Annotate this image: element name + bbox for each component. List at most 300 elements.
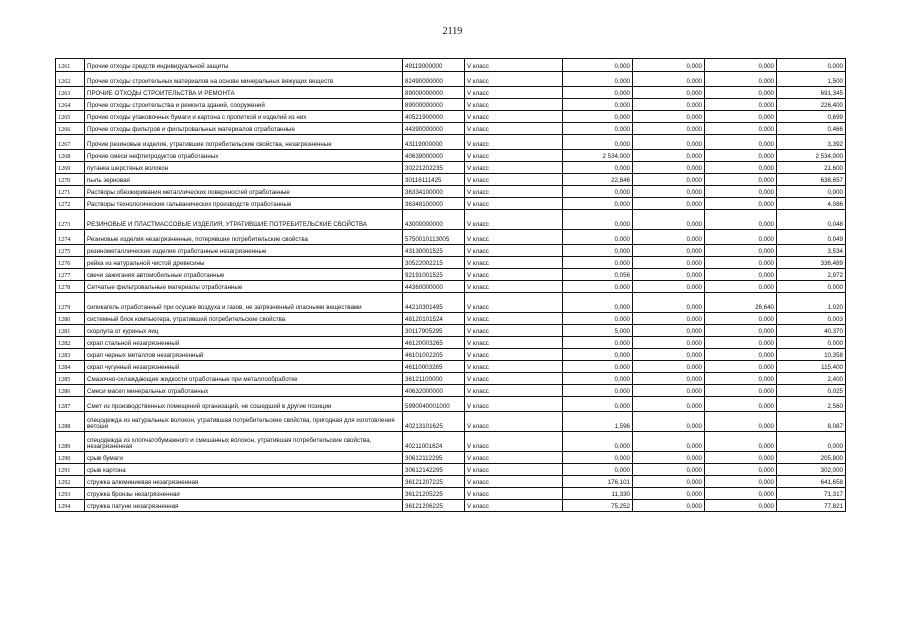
fkko-code: 82490000000 <box>403 72 465 87</box>
fkko-code: 43119000000 <box>403 135 465 150</box>
value-2: 0,000 <box>633 257 705 269</box>
value-4: 0,466 <box>777 123 846 135</box>
hazard-class: V класс <box>465 111 563 123</box>
row-number: 1262 <box>56 72 85 87</box>
waste-name: срыв картона <box>85 464 403 476</box>
fkko-code: 46120003265 <box>403 337 465 349</box>
fkko-code: 36121100000 <box>403 373 465 385</box>
value-4: 0,049 <box>777 230 846 245</box>
row-number: 1284 <box>56 361 85 373</box>
value-1: 0,000 <box>563 245 633 257</box>
hazard-class: V класс <box>465 135 563 150</box>
fkko-code: 36334100000 <box>403 186 465 198</box>
waste-name: пыль зерновая <box>85 174 403 186</box>
value-3: 0,000 <box>705 135 777 150</box>
row-number: 1282 <box>56 337 85 349</box>
row-number: 1292 <box>56 476 85 488</box>
value-2: 0,000 <box>633 230 705 245</box>
row-number: 1293 <box>56 488 85 500</box>
fkko-code: 40521900000 <box>403 111 465 123</box>
table-row <box>56 325 846 337</box>
waste-name: Смет из производственных помещений организаций, не сошедший в другие позиции <box>85 397 403 412</box>
hazard-class: V класс <box>465 412 563 432</box>
value-2: 0,000 <box>633 349 705 361</box>
hazard-class: V класс <box>465 325 563 337</box>
waste-name: Прочие отходы фильтров и фильтровальных материалов отработанные <box>85 123 403 135</box>
row-number: 1269 <box>56 162 85 174</box>
fkko-code: 30116111425 <box>403 174 465 186</box>
value-4: 0,025 <box>777 385 846 397</box>
waste-registry-table <box>55 58 846 512</box>
table-row <box>56 373 846 385</box>
value-2: 0,000 <box>633 210 705 230</box>
fkko-code: 40211001624 <box>403 432 465 452</box>
fkko-code: 89000000000 <box>403 99 465 111</box>
table-row <box>56 99 846 111</box>
hazard-class: V класс <box>465 361 563 373</box>
value-2: 0,000 <box>633 150 705 162</box>
value-4: 0,000 <box>777 186 846 198</box>
value-2: 0,000 <box>633 361 705 373</box>
waste-name: Смеси масел минеральных отработанных <box>85 385 403 397</box>
value-4: 115,400 <box>777 361 846 373</box>
value-2: 0,000 <box>633 186 705 198</box>
fkko-code: 36121207225 <box>403 476 465 488</box>
table-row <box>56 150 846 162</box>
value-1: 0,000 <box>563 59 633 72</box>
value-3: 0,000 <box>705 476 777 488</box>
value-3: 0,000 <box>705 452 777 464</box>
table-row <box>56 59 846 72</box>
value-4: 638,657 <box>777 174 846 186</box>
value-4: 691,345 <box>777 87 846 99</box>
value-2: 0,000 <box>633 293 705 313</box>
value-3: 0,000 <box>705 111 777 123</box>
value-4: 205,800 <box>777 452 846 464</box>
value-2: 0,000 <box>633 198 705 210</box>
fkko-code: 40632000000 <box>403 385 465 397</box>
fkko-code: 5750010113005 <box>403 230 465 245</box>
value-1: 1,596 <box>563 412 633 432</box>
value-1: 0,000 <box>563 464 633 476</box>
table-row <box>56 210 846 230</box>
hazard-class: V класс <box>465 99 563 111</box>
value-1: 0,000 <box>563 349 633 361</box>
waste-name: скрап стальной незагрязненный <box>85 337 403 349</box>
hazard-class: V класс <box>465 150 563 162</box>
table-body <box>56 59 846 512</box>
value-1: 0,000 <box>563 432 633 452</box>
value-2: 0,000 <box>633 174 705 186</box>
table-row <box>56 432 846 452</box>
hazard-class: V класс <box>465 397 563 412</box>
value-3: 0,000 <box>705 373 777 385</box>
value-3: 0,000 <box>705 412 777 432</box>
value-4: 3,534 <box>777 245 846 257</box>
value-3: 0,000 <box>705 245 777 257</box>
waste-name: стружка латуни незагрязненная <box>85 500 403 512</box>
waste-name: системный блок компьютера, утративший потребительские свойства <box>85 313 403 325</box>
table-row <box>56 174 846 186</box>
table-row <box>56 337 846 349</box>
value-4: 226,400 <box>777 99 846 111</box>
value-4: 4,086 <box>777 198 846 210</box>
table-row <box>56 198 846 210</box>
hazard-class: V класс <box>465 257 563 269</box>
value-3: 0,000 <box>705 174 777 186</box>
value-3: 0,000 <box>705 87 777 99</box>
waste-name: Резиновые изделия незагрязненные, потерявшие потребительские свойства <box>85 230 403 245</box>
waste-name: силикагель отработанный при осушке воздуха и газов, не загрязненный опасными веществами <box>85 293 403 313</box>
value-3: 0,000 <box>705 269 777 281</box>
value-3: 0,000 <box>705 162 777 174</box>
table-row <box>56 476 846 488</box>
hazard-class: V класс <box>465 269 563 281</box>
table-row <box>56 269 846 281</box>
value-3: 0,000 <box>705 186 777 198</box>
hazard-class: V класс <box>465 186 563 198</box>
value-4: 77,821 <box>777 500 846 512</box>
value-3: 0,000 <box>705 488 777 500</box>
value-1: 0,000 <box>563 361 633 373</box>
value-3: 0,000 <box>705 150 777 162</box>
value-1: 0,000 <box>563 257 633 269</box>
waste-name: стружка алюминиевая незагрязненная <box>85 476 403 488</box>
table-row <box>56 412 846 432</box>
fkko-code: 36121205225 <box>403 488 465 500</box>
hazard-class: V класс <box>465 452 563 464</box>
value-3: 0,000 <box>705 464 777 476</box>
value-2: 0,000 <box>633 397 705 412</box>
value-4: 0,000 <box>777 59 846 72</box>
fkko-code: 30117905295 <box>403 325 465 337</box>
value-4: 641,658 <box>777 476 846 488</box>
value-1: 5,000 <box>563 325 633 337</box>
value-1: 0,056 <box>563 269 633 281</box>
hazard-class: V класс <box>465 373 563 385</box>
waste-name: Прочие резиновые изделия, утратившие потребительские свойства, незагрязненные <box>85 135 403 150</box>
value-1: 0,000 <box>563 293 633 313</box>
value-4: 40,370 <box>777 325 846 337</box>
value-1: 0,000 <box>563 135 633 150</box>
hazard-class: V класс <box>465 162 563 174</box>
value-1: 0,000 <box>563 99 633 111</box>
value-2: 0,000 <box>633 111 705 123</box>
value-3: 0,000 <box>705 432 777 452</box>
value-3: 0,000 <box>705 397 777 412</box>
value-2: 0,000 <box>633 135 705 150</box>
fkko-code: 89000000000 <box>403 87 465 99</box>
value-1: 0,000 <box>563 123 633 135</box>
table-row <box>56 464 846 476</box>
waste-name: Прочие отходы средств индивидуальной защиты <box>85 59 403 72</box>
value-1: 11,330 <box>563 488 633 500</box>
value-1: 0,000 <box>563 337 633 349</box>
waste-name: спецодежда из хлопчатобумажного и смешанных волокон, утратившая потребительские свойства, незагрязненная <box>85 432 403 452</box>
value-4: 2,560 <box>777 397 846 412</box>
value-3: 0,000 <box>705 325 777 337</box>
hazard-class: V класс <box>465 337 563 349</box>
value-1: 0,000 <box>563 210 633 230</box>
row-number: 1279 <box>56 293 85 313</box>
row-number: 1276 <box>56 257 85 269</box>
hazard-class: V класс <box>465 281 563 293</box>
value-3: 0,000 <box>705 59 777 72</box>
row-number: 1271 <box>56 186 85 198</box>
value-3: 0,000 <box>705 361 777 373</box>
value-1: 0,000 <box>563 452 633 464</box>
table-row <box>56 397 846 412</box>
value-1: 0,000 <box>563 385 633 397</box>
value-3: 0,000 <box>705 210 777 230</box>
value-4: 0,003 <box>777 313 846 325</box>
row-number: 1266 <box>56 123 85 135</box>
waste-name: Смазочно-охлаждающие жидкости отработанные при металлообработке <box>85 373 403 385</box>
fkko-code: 48120101524 <box>403 313 465 325</box>
value-1: 0,000 <box>563 281 633 293</box>
waste-name: срыв бумаги <box>85 452 403 464</box>
value-1: 0,000 <box>563 373 633 385</box>
waste-name: ПРОЧИЕ ОТХОДЫ СТРОИТЕЛЬСТВА И РЕМОНТА <box>85 87 403 99</box>
fkko-code: 44210301495 <box>403 293 465 313</box>
value-2: 0,000 <box>633 281 705 293</box>
hazard-class: V класс <box>465 230 563 245</box>
hazard-class: V класс <box>465 293 563 313</box>
table-row <box>56 72 846 87</box>
hazard-class: V класс <box>465 59 563 72</box>
row-number: 1291 <box>56 464 85 476</box>
table-row <box>56 230 846 245</box>
value-2: 0,000 <box>633 337 705 349</box>
table-row <box>56 281 846 293</box>
row-number: 1264 <box>56 99 85 111</box>
fkko-code: 30612112295 <box>403 452 465 464</box>
fkko-code: 44360000000 <box>403 281 465 293</box>
value-4: 0,000 <box>777 337 846 349</box>
row-number: 1261 <box>56 59 85 72</box>
fkko-code: 44390000000 <box>403 123 465 135</box>
value-4: 8,087 <box>777 412 846 432</box>
value-1: 2 534,000 <box>563 150 633 162</box>
row-number: 1287 <box>56 397 85 412</box>
value-2: 0,000 <box>633 464 705 476</box>
row-number: 1286 <box>56 385 85 397</box>
row-number: 1272 <box>56 198 85 210</box>
hazard-class: V класс <box>465 174 563 186</box>
hazard-class: V класс <box>465 72 563 87</box>
hazard-class: V класс <box>465 349 563 361</box>
table-row <box>56 135 846 150</box>
table-row <box>56 361 846 373</box>
value-4: 71,317 <box>777 488 846 500</box>
value-2: 0,000 <box>633 313 705 325</box>
value-2: 0,000 <box>633 476 705 488</box>
fkko-code: 46101002205 <box>403 349 465 361</box>
fkko-code: 43000000000 <box>403 210 465 230</box>
value-1: 75,252 <box>563 500 633 512</box>
table-row <box>56 385 846 397</box>
value-1: 0,000 <box>563 186 633 198</box>
row-number: 1267 <box>56 135 85 150</box>
waste-name: Прочие отходы строительных материалов на основе минеральных вяжущих веществ <box>85 72 403 87</box>
value-2: 0,000 <box>633 500 705 512</box>
value-4: 0,000 <box>777 432 846 452</box>
value-2: 0,000 <box>633 245 705 257</box>
value-3: 26,640 <box>705 293 777 313</box>
value-3: 0,000 <box>705 198 777 210</box>
fkko-code: 92191001525 <box>403 269 465 281</box>
value-4: 0,048 <box>777 210 846 230</box>
value-3: 0,000 <box>705 99 777 111</box>
waste-name: Прочие смеси нефтепродуктов отработанных <box>85 150 403 162</box>
row-number: 1273 <box>56 210 85 230</box>
row-number: 1274 <box>56 230 85 245</box>
fkko-code: 36121206225 <box>403 500 465 512</box>
hazard-class: V класс <box>465 432 563 452</box>
hazard-class: V класс <box>465 313 563 325</box>
value-1: 0,000 <box>563 72 633 87</box>
fkko-code: 46110003265 <box>403 361 465 373</box>
table-row <box>56 452 846 464</box>
value-1: 0,000 <box>563 313 633 325</box>
fkko-code: 30612142295 <box>403 464 465 476</box>
value-2: 0,000 <box>633 269 705 281</box>
value-4: 336,489 <box>777 257 846 269</box>
value-1: 0,000 <box>563 111 633 123</box>
hazard-class: V класс <box>465 476 563 488</box>
value-2: 0,000 <box>633 412 705 432</box>
value-3: 0,000 <box>705 230 777 245</box>
table-row <box>56 186 846 198</box>
table-row <box>56 488 846 500</box>
hazard-class: V класс <box>465 123 563 135</box>
value-4: 302,000 <box>777 464 846 476</box>
value-3: 0,000 <box>705 281 777 293</box>
page-number: 2119 <box>442 26 463 37</box>
table-row <box>56 313 846 325</box>
table-row <box>56 293 846 313</box>
value-1: 0,000 <box>563 397 633 412</box>
waste-name: стружка бронзы незагрязненная <box>85 488 403 500</box>
value-4: 2,972 <box>777 269 846 281</box>
row-number: 1270 <box>56 174 85 186</box>
value-1: 0,000 <box>563 230 633 245</box>
table-row <box>56 111 846 123</box>
row-number: 1268 <box>56 150 85 162</box>
value-2: 0,000 <box>633 325 705 337</box>
hazard-class: V класс <box>465 87 563 99</box>
row-number: 1265 <box>56 111 85 123</box>
value-4: 0,000 <box>777 281 846 293</box>
row-number: 1278 <box>56 281 85 293</box>
value-2: 0,000 <box>633 162 705 174</box>
table-row <box>56 123 846 135</box>
value-2: 0,000 <box>633 432 705 452</box>
value-3: 0,000 <box>705 337 777 349</box>
value-2: 0,000 <box>633 99 705 111</box>
row-number: 1280 <box>56 313 85 325</box>
value-1: 176,101 <box>563 476 633 488</box>
hazard-class: V класс <box>465 245 563 257</box>
value-2: 0,000 <box>633 373 705 385</box>
value-3: 0,000 <box>705 72 777 87</box>
value-3: 0,000 <box>705 385 777 397</box>
fkko-code: 30221202235 <box>403 162 465 174</box>
value-4: 3,392 <box>777 135 846 150</box>
value-3: 0,000 <box>705 123 777 135</box>
waste-name: Растворы технологические гальванических производств отработанные <box>85 198 403 210</box>
table-row <box>56 257 846 269</box>
value-1: 0,000 <box>563 162 633 174</box>
value-3: 0,000 <box>705 349 777 361</box>
fkko-code: 36348100000 <box>403 198 465 210</box>
value-4: 2,400 <box>777 373 846 385</box>
waste-name: Растворы обезжиривания металлических поверхностей отработанные <box>85 186 403 198</box>
table-row <box>56 162 846 174</box>
value-1: 0,000 <box>563 198 633 210</box>
hazard-class: V класс <box>465 385 563 397</box>
waste-name: скорлупа от куриных яиц <box>85 325 403 337</box>
fkko-code: 30522002215 <box>403 257 465 269</box>
waste-name: скрап чугунный незагрязненный <box>85 361 403 373</box>
value-2: 0,000 <box>633 72 705 87</box>
waste-name: Сетчатые фильтровальные материалы отработанные <box>85 281 403 293</box>
row-number: 1283 <box>56 349 85 361</box>
value-2: 0,000 <box>633 452 705 464</box>
value-2: 0,000 <box>633 87 705 99</box>
table-row <box>56 500 846 512</box>
table-row <box>56 245 846 257</box>
hazard-class: V класс <box>465 488 563 500</box>
table-row <box>56 87 846 99</box>
waste-name: резинометаллические изделия отработанные незагрязненные <box>85 245 403 257</box>
hazard-class: V класс <box>465 210 563 230</box>
waste-name: свечи зажигания автомобильные отработанные <box>85 269 403 281</box>
row-number: 1285 <box>56 373 85 385</box>
row-number: 1277 <box>56 269 85 281</box>
fkko-code: 40213101625 <box>403 412 465 432</box>
value-2: 0,000 <box>633 488 705 500</box>
row-number: 1290 <box>56 452 85 464</box>
value-4: 1,500 <box>777 72 846 87</box>
value-4: 21,600 <box>777 162 846 174</box>
waste-name: путанка шерстяных волокон <box>85 162 403 174</box>
value-4: 0,699 <box>777 111 846 123</box>
value-2: 0,000 <box>633 59 705 72</box>
row-number: 1289 <box>56 432 85 452</box>
waste-name: спецодежда из натуральных волокон, утратившая потребительские свойства, пригодная для изготовления ветоши <box>85 412 403 432</box>
hazard-class: V класс <box>465 500 563 512</box>
hazard-class: V класс <box>465 198 563 210</box>
hazard-class: V класс <box>465 464 563 476</box>
value-2: 0,000 <box>633 385 705 397</box>
value-3: 0,000 <box>705 257 777 269</box>
fkko-code: 5990040001000 <box>403 397 465 412</box>
row-number: 1275 <box>56 245 85 257</box>
row-number: 1294 <box>56 500 85 512</box>
row-number: 1281 <box>56 325 85 337</box>
value-4: 1,020 <box>777 293 846 313</box>
value-3: 0,000 <box>705 500 777 512</box>
value-4: 2 534,000 <box>777 150 846 162</box>
waste-name: Прочие отходы упаковочных бумаги и картона с пропиткой и изделий из них <box>85 111 403 123</box>
fkko-code: 40639000000 <box>403 150 465 162</box>
value-1: 22,846 <box>563 174 633 186</box>
waste-name: РЕЗИНОВЫЕ И ПЛАСТМАССОВЫЕ ИЗДЕЛИЯ, УТРАТИВШИЕ ПОТРЕБИТЕЛЬСКИЕ СВОЙСТВА <box>85 210 403 230</box>
waste-name: рейка из натуральной чистой древесины <box>85 257 403 269</box>
waste-name: скрап черных металлов незагрязненный <box>85 349 403 361</box>
row-number: 1263 <box>56 87 85 99</box>
